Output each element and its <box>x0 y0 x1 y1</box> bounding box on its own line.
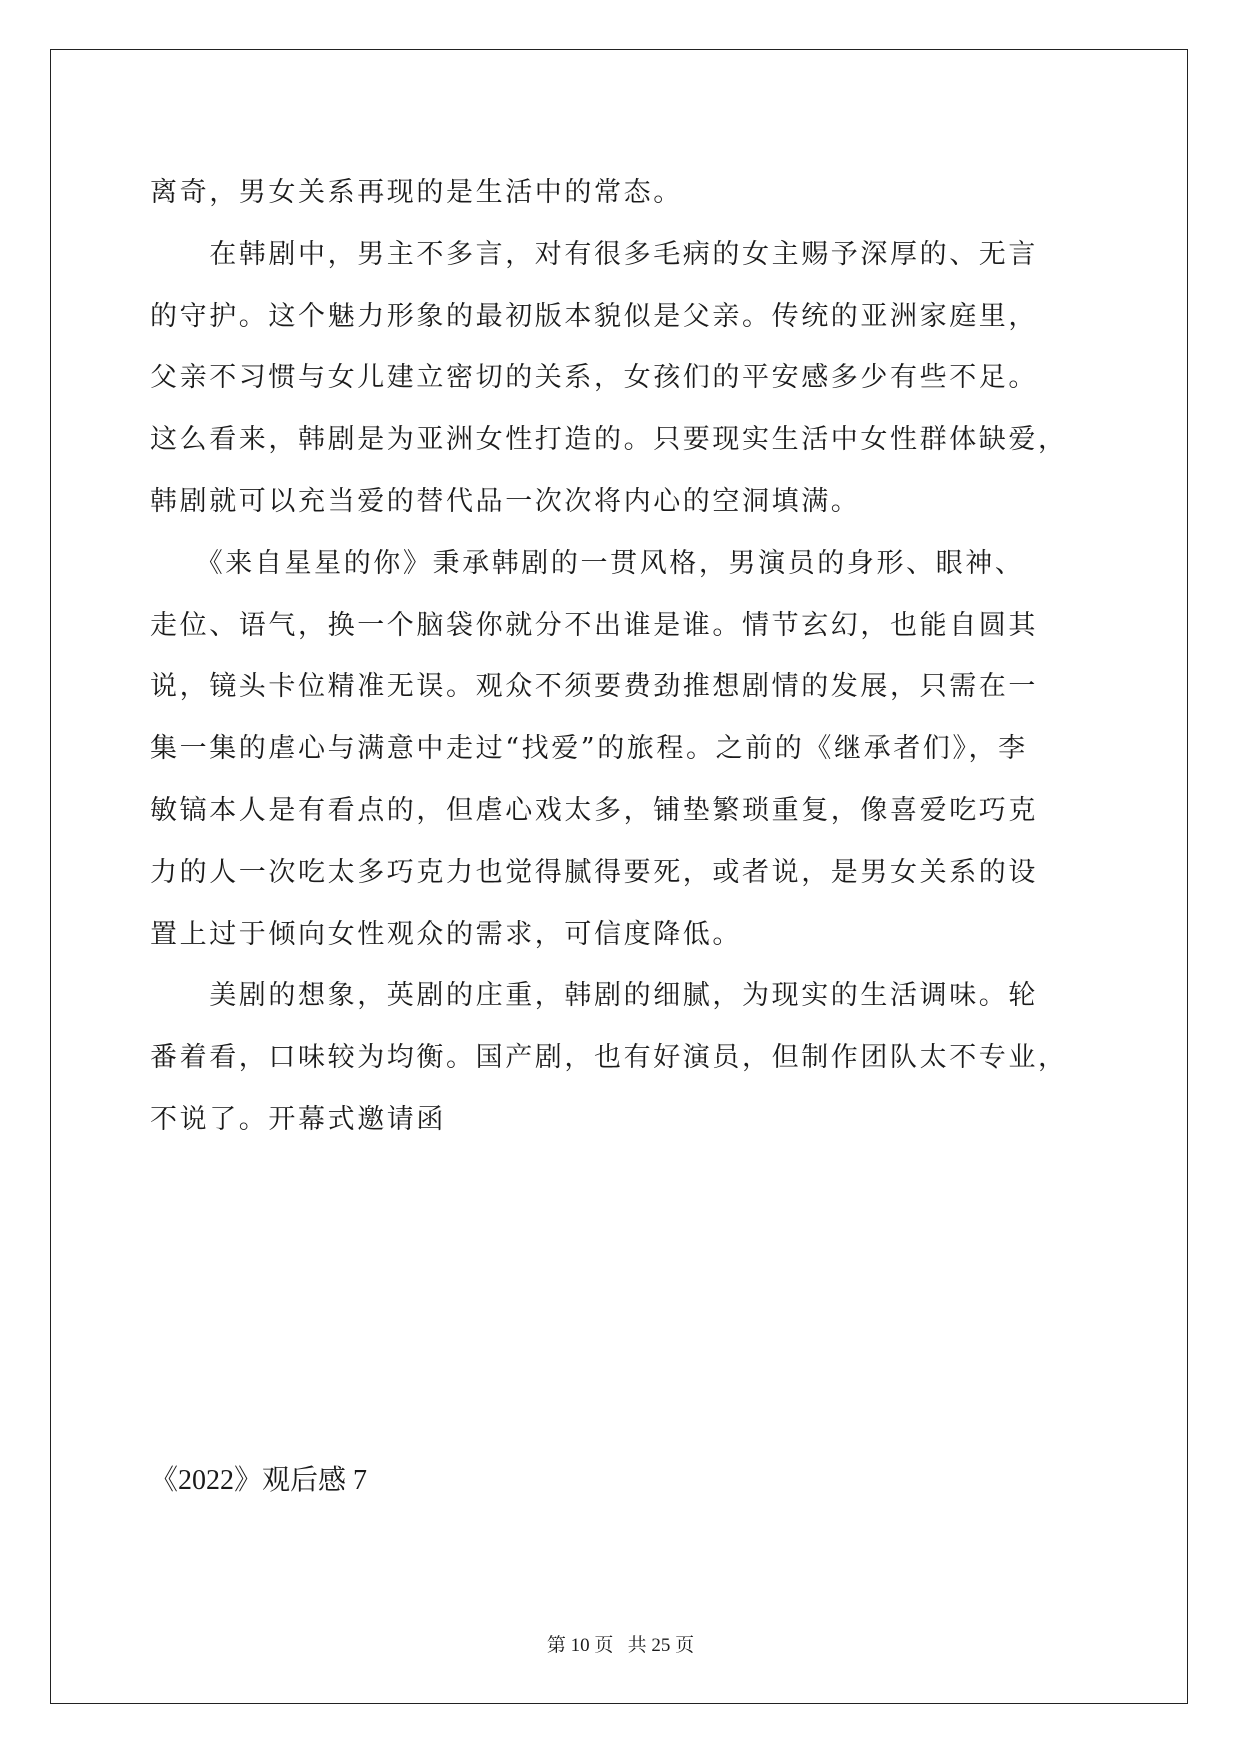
text-line: 番着看，口味较为均衡。国产剧，也有好演员，但制作团队太不专业， <box>150 1042 1068 1074</box>
text-line: 力的人一次吃太多巧克力也觉得腻得要死，或者说，是男女关系的设 <box>150 856 1038 888</box>
text-line: 美剧的想象，英剧的庄重，韩剧的细腻，为现实的生活调味。轮 <box>150 980 1038 1012</box>
page-number: 第 10 页 <box>546 1635 614 1656</box>
text-line: 离奇，男女关系再现的是生活中的常态。 <box>150 177 683 208</box>
text-line: 的守护。这个魅力形象的最初版本貌似是父亲。传统的亚洲家庭里， <box>150 300 1038 332</box>
document-body <box>150 162 1110 1151</box>
text-line: 父亲不习惯与女儿建立密切的关系，女孩们的平安感多少有些不足。 <box>150 362 1038 394</box>
text-line: 《来自星星的你》秉承韩剧的一贯风格，男演员的身形、眼神、 <box>150 547 1025 579</box>
text-line: 不说了。开幕式邀请函 <box>150 1103 446 1135</box>
page-total: 共 25 页 <box>627 1635 695 1656</box>
text-line: 说，镜头卡位精准无误。观众不须要费劲推想剧情的发展，只需在一 <box>150 671 1038 703</box>
text-line: 韩剧就可以充当爱的替代品一次次将内心的空洞填满。 <box>150 485 861 517</box>
text-line: 在韩剧中，男主不多言，对有很多毛病的女主赐予深厚的、无言 <box>150 238 1038 270</box>
text-line: 敏镐本人是有看点的，但虐心戏太多，铺垫繁琐重复，像喜爱吃巧克 <box>150 794 1038 826</box>
text-line: 置上过于倾向女性观众的需求，可信度降低。 <box>150 918 742 950</box>
section-heading: 《2022》观后感 7 <box>150 1465 368 1496</box>
text-line: 走位、语气，换一个脑袋你就分不出谁是谁。情节玄幻，也能自圆其 <box>150 609 1038 641</box>
page-footer <box>0 1630 1241 1657</box>
text-line: 这么看来，韩剧是为亚洲女性打造的。只要现实生活中女性群体缺爱， <box>150 424 1068 456</box>
text-line: 集一集的虐心与满意中走过“找爱”的旅程。之前的《继承者们》，李 <box>150 733 1028 765</box>
